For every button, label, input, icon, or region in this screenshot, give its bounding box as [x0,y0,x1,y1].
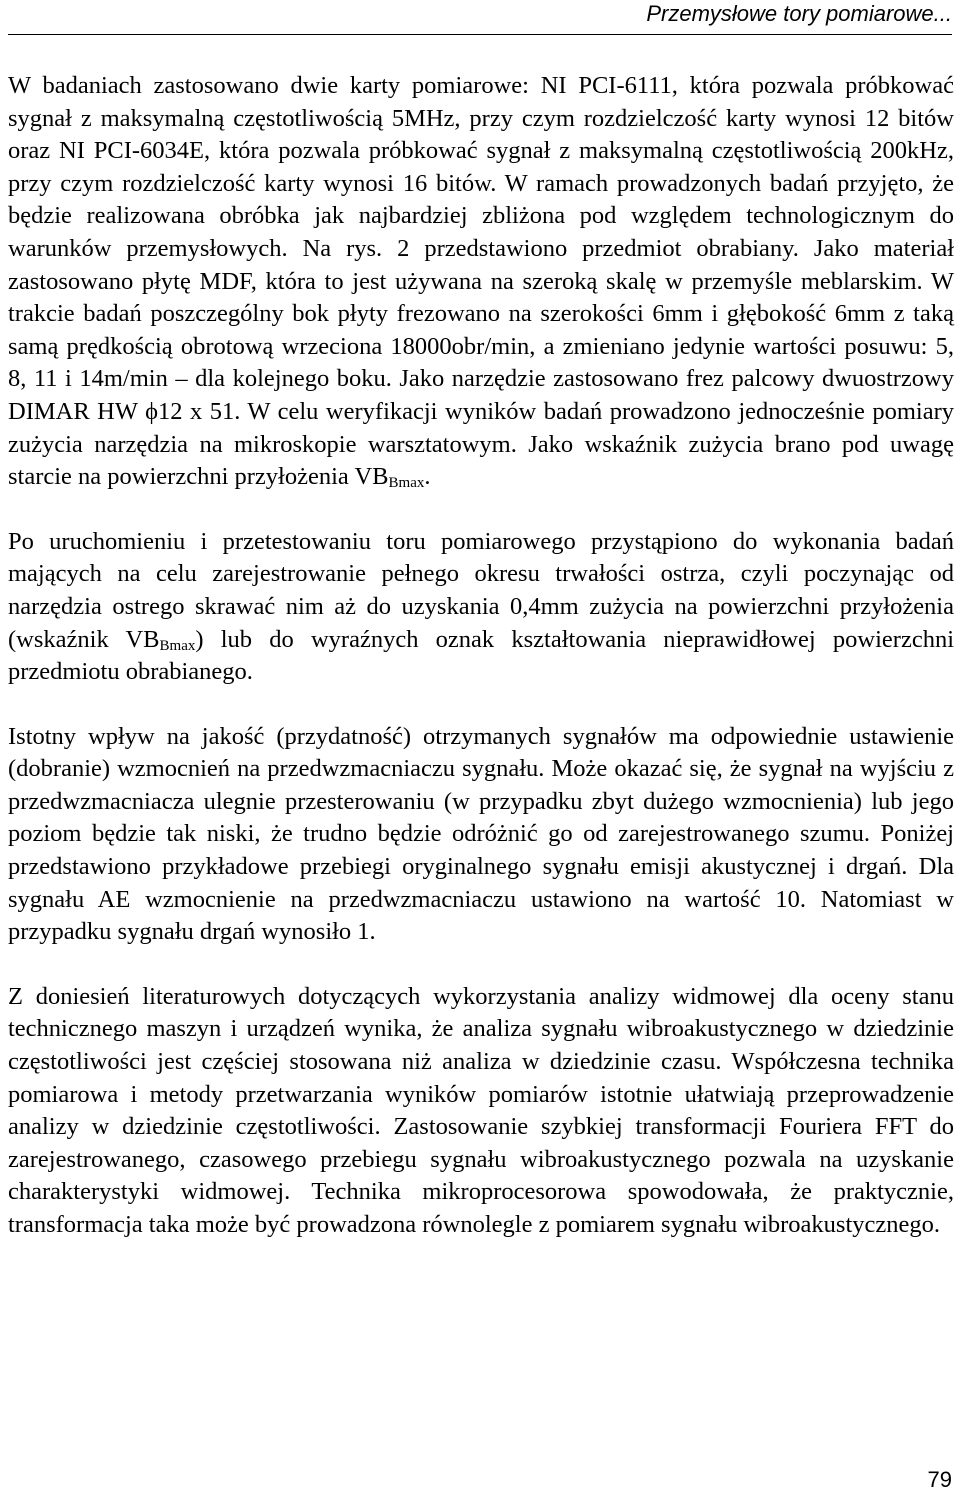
paragraph-1-text: W badaniach zastosowano dwie karty pomiarowe: NI PCI-6111, która pozwala próbkować sygnał z maksymalną częstotliwością 5MHz, przy czym rozdzielczość karty wynosi 12 bitów oraz NI PCI-6034E, która pozwala próbkować sygnał z maksymalną częstotliwością 200kHz, przy czym rozdzielczość karty wynosi 16 bitów. W ramach prowadzonych badań przyjęto, że będzie realizowana obróbka jak najbardziej zbliżona pod względem technologicznym do warunków przemysłowych. Na rys. 2 przedstawiono przedmiot obrabiany. Jako materiał zastosowano płytę MDF, która to jest używana na szeroką skalę w przemyśle meblarskim. W trakcie badań poszczególny bok płyty frezowano na szerokości 6mm i głębokość 6mm z taką samą prędkością obrotową wrzeciona 18000obr/min, a zmieniano jedynie wartości posuwu: 5, 8, 11 i 14m/min – dla kolejnego boku. Jako narzędzie zastosowano frez palcowy dwuostrzowy DIMAR HW ϕ12 x 51. W celu weryfikacji wyników badań prowadzono jednocześnie pomiary zużycia narzędzia na mikroskopie warsztatowym. Jako wskaźnik zużycia brano pod uwagę starcie na powierzchni przyłożenia VB [8,72,954,491]
paragraph-3-text: Istotny wpływ na jakość (przydatność) otrzymanych sygnałów ma odpowiednie ustawienie (dobranie) wzmocnień na przedwzmacniaczu sygnału. Może okazać się, że sygnał na wyjściu z przedwzmacniacza ulegnie przesterowaniu (w przypadku zbyt dużego wzmocnienia) lub jego poziom będzie tak niski, że trudno będzie odróżnić go od zarejestrowanego szumu. Poniżej przedstawiono przykładowe przebiegi oryginalnego sygnału emisji akustycznej i drgań. Dla sygnału AE wzmocnienie na przedwzmacniaczu ustawiono na wartość 10. Natomiast w przypadku sygnału drgań wynosiło 1. [8,722,954,946]
paragraph-2-text: Po uruchomieniu i przetestowaniu toru pomiarowego przystąpiono do wykonania badań mających na celu zarejestrowanie pełnego okresu trwałości ostrza, czyli poczynając od narzędzia ostrego skrawać nim aż do uzyskania 0,4mm zużycia na powierzchni przyłożenia (wskaźnik VB [8,527,954,653]
running-header [8,0,952,35]
page-number: 79 [927,1467,952,1492]
paragraph-2-tail: ) lub do wyraźnych oznak kształtowania nieprawidłowej powierzchni przedmiotu obrabianego. [8,625,955,686]
paragraph-2 [8,526,954,689]
paragraph-4-text: Z doniesień literaturowych dotyczących wykorzystania analizy widmowej dla oceny stanu technicznego maszyn i urządzeń wynika, że analiza sygnału wibroakustycznego w dziedzinie częstotliwości jest częściej stosowana niż analiza w dziedzinie czasu. Współczesna technika pomiarowa i metody przetwarzania wyników pomiarów istotnie ułatwiają przeprowadzenie analizy w dziedzinie częstotliwości. Zastosowanie szybkiej transformacji Fouriera FFT do zarejestrowanego, czasowego przebiegu sygnału wibroakustycznego pozwala na uzyskanie charakterystyki widmowej. Technika mikroprocesorowa spowodowała, że praktycznie, transformacja taka może być prowadzona równolegle z pomiarem sygnału wibroakustycznego. [8,982,954,1238]
paragraph-1-tail: . [424,463,431,491]
paragraph-1 [8,70,954,494]
paragraph-4 [8,981,954,1242]
paragraph-3 [8,721,954,949]
running-header-title: Przemysłowe tory pomiarowe... [646,1,952,26]
subscript-bmax: Bmax [159,637,196,654]
document-body [8,70,954,1274]
subscript-bmax: Bmax [388,475,425,492]
